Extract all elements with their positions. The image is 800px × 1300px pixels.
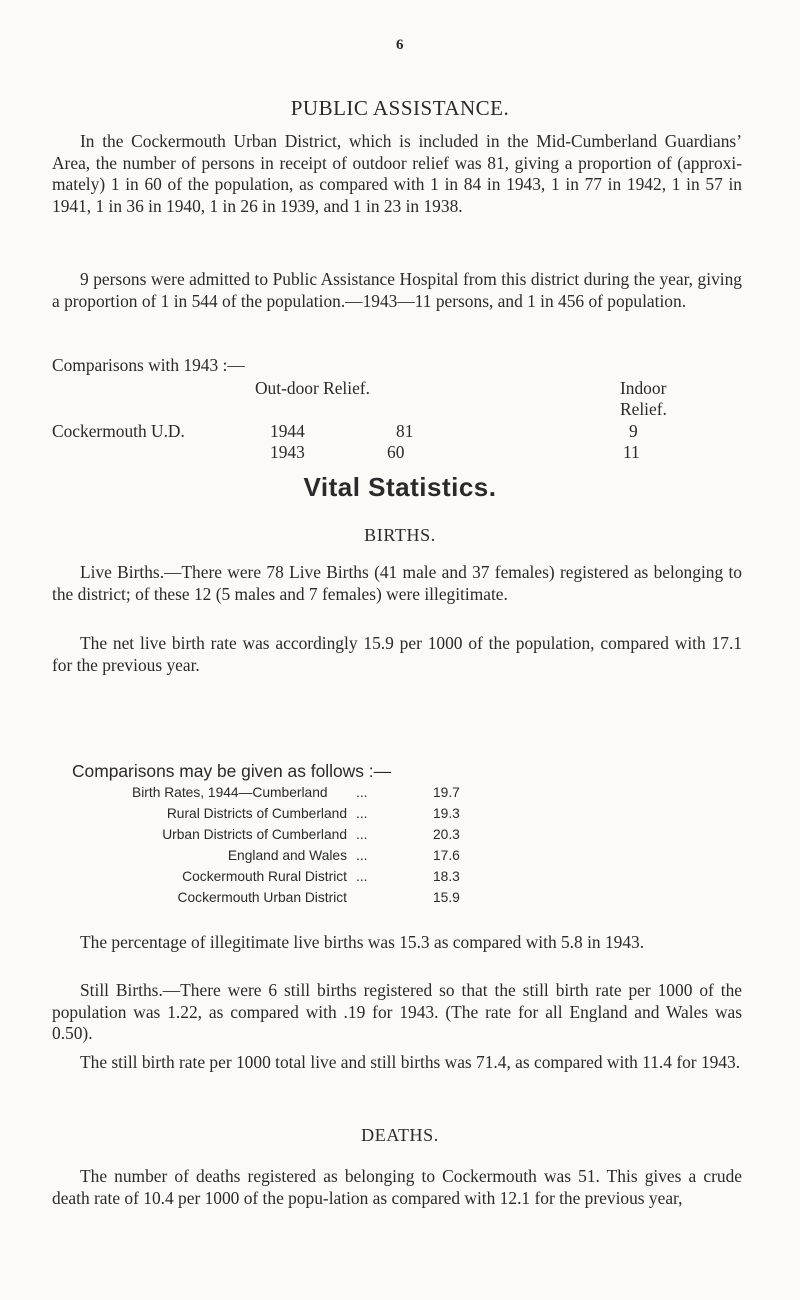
birth-rate-row [0,869,800,889]
relief-row-indoor: 11 [623,442,640,462]
birth-rate-value: 20.3 [433,827,460,842]
page-number: 6 [396,37,404,53]
birth-rate-label: Cockermouth Urban District [177,890,347,905]
birth-rates-comparisons-title: Comparisons may be given as follows :— [72,761,391,781]
birth-rate-value: 17.6 [433,848,460,863]
birth-rate-row [0,806,800,826]
deaths-heading: DEATHS. [361,1125,439,1145]
births-paragraph-1: Live Births.—There were 78 Live Births (41 male and 37 females) registered as belonging to the district; of these 12 (5 males and 7 females) were illegitimate. [52,562,742,604]
birth-rate-value: 18.3 [433,869,460,884]
birth-rate-row [0,890,800,910]
births-paragraph-5: The still birth rate per 1000 total live and still births was 71.4, as compared with 11.4 for 1943. [80,1052,741,1072]
births-heading: BIRTHS. [364,525,436,545]
relief-comparisons-title: Comparisons with 1943 :— [52,355,245,375]
leader-dots: ... [356,848,368,863]
relief-col-indoor-line1: Indoor [620,378,667,398]
relief-district-name: Cockermouth U.D. [52,421,185,441]
birth-rate-label: Rural Districts of Cumberland [166,806,347,821]
birth-rate-row [0,827,800,847]
birth-rate-label: Cockermouth Rural District [182,869,347,884]
public-assistance-paragraph-1: In the Cockermouth Urban District, which is included in the Mid-Cumberland Guardians’ Area, the number of persons in receipt of outdoor relief was 81, giving a proportion of (approxi-mately) 1 in 60 of the population, as compared with 1 in 84 in 1943, 1 in 77 in 1942, 1 in 57 in 1941, 1 in 36 in 1940, 1 in 26 in 1939, and 1 in 23 in 1938. [52,131,742,216]
relief-row-year: 1944 [270,421,305,441]
birth-rate-label: England and Wales [227,848,347,863]
birth-rate-row [0,785,800,805]
deaths-paragraph-1: The number of deaths registered as belonging to Cockermouth was 51. This gives a crude death rate of 10.4 per 1000 of the popu-lation as compared with 12.1 for the previous year, [52,1166,742,1208]
birth-rate-value: 19.7 [433,785,460,800]
leader-dots: ... [356,827,368,842]
relief-row-year: 1943 [270,442,305,462]
relief-row-outdoor: 60 [387,442,405,462]
birth-rate-value: 19.3 [433,806,460,821]
births-paragraph-2: The net live birth rate was accordingly 15.9 per 1000 of the population, compared with 17.1 for the previous year. [52,633,742,675]
birth-rate-label: Urban Districts of Cumberland [162,827,347,842]
birth-rate-label: Birth Rates, 1944—Cumberland [132,785,328,800]
birth-rate-row [0,848,800,868]
births-paragraph-3: The percentage of illegitimate live births was 15.3 as compared with 5.8 in 1943. [80,932,645,952]
leader-dots: ... [356,869,368,884]
leader-dots: ... [356,806,368,821]
section-heading-public-assistance: PUBLIC ASSISTANCE. [290,96,510,120]
relief-col-indoor-line2: Relief. [620,399,667,419]
vital-statistics-heading: Vital Statistics. [303,472,497,502]
public-assistance-paragraph-2: 9 persons were admitted to Public Assistance Hospital from this district during the year, giving a proportion of 1 in 544 of the population.—1943—11 persons, and 1 in 456 of population. [52,269,742,311]
relief-row-outdoor: 81 [396,421,414,441]
births-paragraph-4: Still Births.—There were 6 still births registered so that the still birth rate per 1000 of the population was 1.22, as compared with .19 for 1943. (The rate for all England and Wales was 0.50). [52,980,742,1043]
relief-col-outdoor: Out-door Relief. [255,378,370,398]
relief-row-indoor: 9 [629,421,638,441]
leader-dots: ... [356,785,368,800]
birth-rate-value: 15.9 [433,890,460,905]
